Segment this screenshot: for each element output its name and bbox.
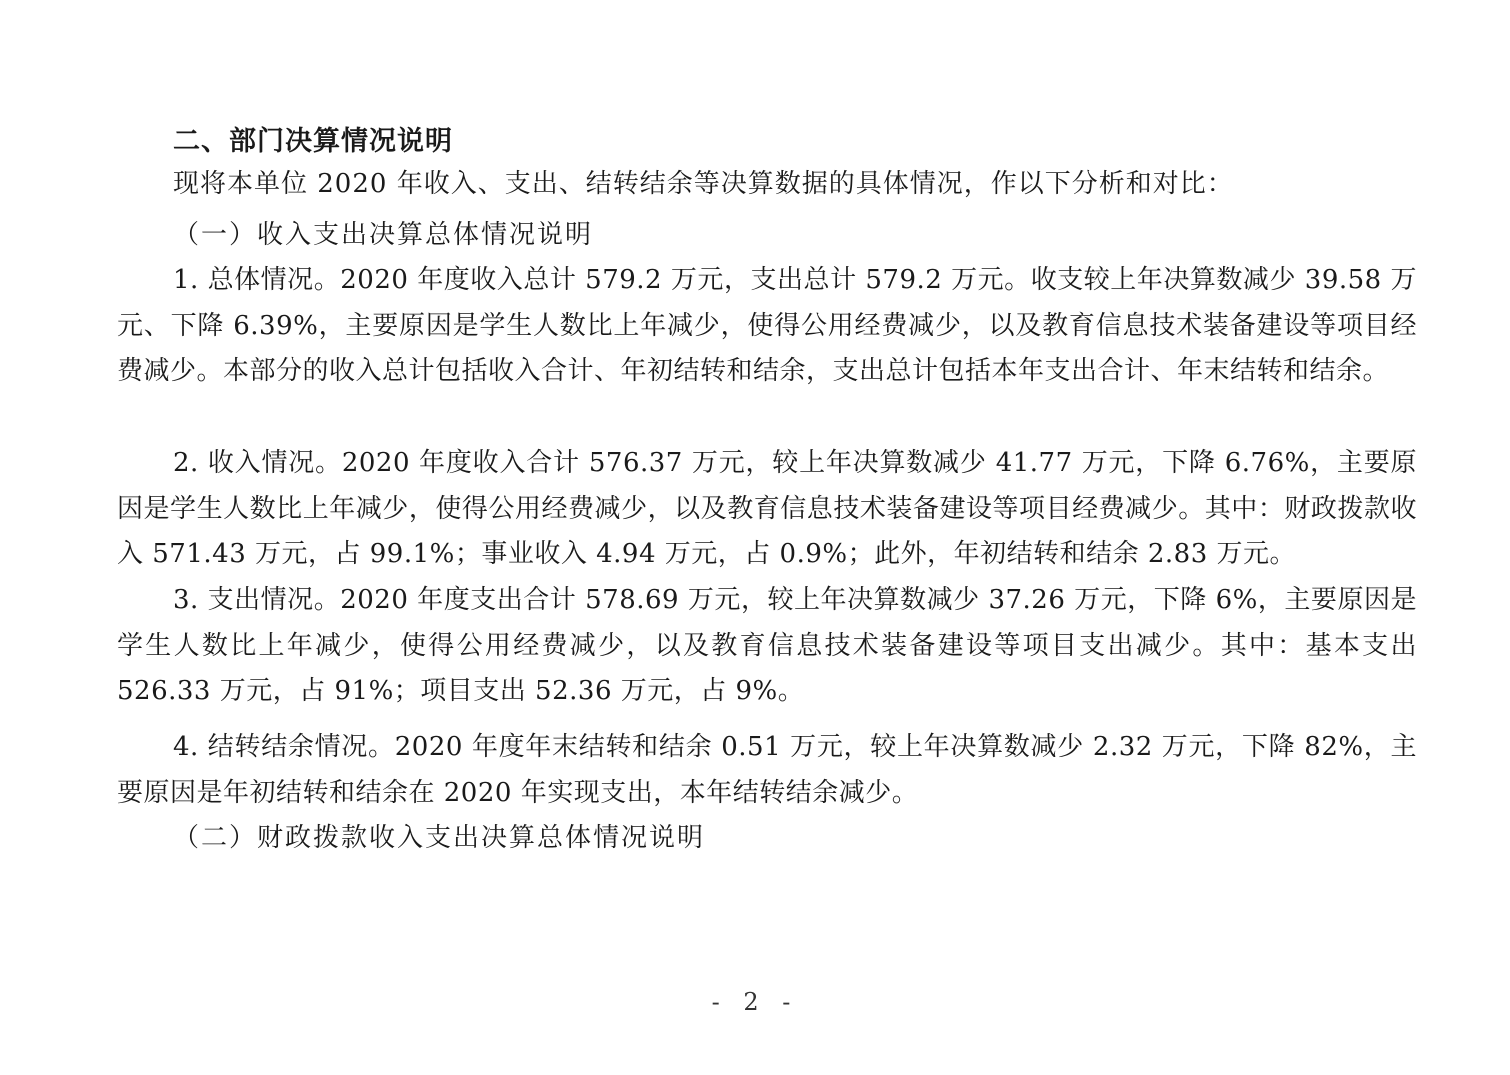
paragraph-expenditure: 3. 支出情况。2020 年度支出合计 578.69 万元，较上年决算数减少 37.26 万元，下降 6%，主要原因是学生人数比上年减少，使得公用经费减少，以及教育信息技术装备建设等项目支出减少。其中：基本支出 526.33 万元，占 91%；项目支出 52.36 万元，占 9%。: [117, 585, 1417, 706]
subsection-heading-1: （一）收入支出决算总体情况说明: [173, 220, 594, 250]
subsection-heading-2: （二）财政拨款收入支出决算总体情况说明: [173, 823, 706, 853]
paragraph-overall: 1. 总体情况。2020 年度收入总计 579.2 万元，支出总计 579.2 万元。收支较上年决算数减少 39.58 万元、下降 6.39%，主要原因是学生人数比上年减少，使得公用经费减少，以及教育信息技术装备建设等项目经费减少。本部分的收入总计包括收入合计、年初结转和结余，支出总计包括本年支出合计、年末结转和结余。: [117, 265, 1417, 386]
intro-text: 现将本单位 2020 年收入、支出、结转结余等决算数据的具体情况，作以下分析和对比：: [173, 169, 1234, 199]
paragraph-carryover: 4. 结转结余情况。2020 年度年末结转和结余 0.51 万元，较上年决算数减少 2.32 万元，下降 82%，主要原因是年初结转和结余在 2020 年实现支出，本年结转结余减少。: [117, 732, 1417, 808]
page-number: - 2 -: [711, 988, 799, 1016]
section-heading: 二、部门决算情况说明: [173, 126, 453, 157]
paragraph-income: 2. 收入情况。2020 年度收入合计 576.37 万元，较上年决算数减少 41.77 万元，下降 6.76%，主要原因是学生人数比上年减少，使得公用经费减少，以及教育信息技术装备建设等项目经费减少。其中：财政拨款收入 571.43 万元，占 99.1%；事业收入 4.94 万元，占 0.9%；此外，年初结转和结余 2.83 万元。: [117, 448, 1417, 569]
